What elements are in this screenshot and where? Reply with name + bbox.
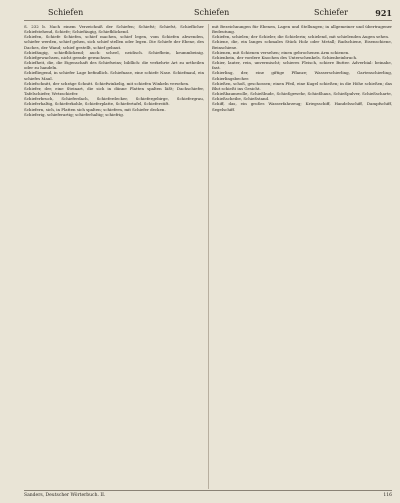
left-text-column [24, 24, 204, 489]
entry-paragraph: Schiene, die, ein langes schmales Stück Holz oder Metall; Radschiene, Eisenschiene, Beinschiene. [212, 39, 392, 50]
entry-paragraph: Schieferig, schieferartig; schieferhaltig; schiefrig. [24, 111, 124, 117]
footer-sheet-number: 116 [383, 493, 392, 498]
entry-paragraph: Schießen, schoß, geschossen; einen Pfeil, eine Kugel schießen; in die Höhe schießen; das Blut schießt ins Gesicht. [212, 80, 392, 91]
page-footer [24, 490, 392, 501]
entry-paragraph: Schiefen, schielen; der Schieler, die Schielerin; schielend, mit schielenden Augen sehen. [212, 34, 390, 40]
right-text-column [212, 24, 392, 489]
entry-paragraph: Schiefliegend, in schiefer Lage befindlich. Schiefnase, eine schiefe Nase. Schiefmaul, ein schiefes Maul. [24, 70, 204, 81]
entry-paragraph: Schiefen, Schiefe Schiefen, schief machen, schief legen, vom Schiefen abwenden, schiefer werden, schief gehen, sich schief stellen oder legen. Die Schiefe der Ebene, des Daches, der Wand; schief gestellt, schief gebaut. [24, 34, 204, 50]
page-number: 921 [375, 8, 392, 18]
entry-paragraph: S. 232 b. Nach einem Verzeichniß der Schiefen; Schiefst; Schiefst, Schieflicher Schiefstehend, Schiefe; Schiefäugig, Schiefblickend. [24, 24, 204, 35]
entry-paragraph: Schiefern, sich, in Platten sich spalten; schiefern, mit Schiefer decken. [24, 106, 166, 112]
entry-paragraph: Schiefschnitt, der schräge Schnitt. Schiefwinkelig, mit schiefen Winkeln versehen. [24, 80, 190, 86]
entry-paragraph: Schienen, mit Schienen versehen; einen gebrochenen Arm schienen. [212, 49, 350, 55]
header-right-word: Schiefer [314, 8, 348, 17]
running-header [24, 6, 392, 21]
entry-paragraph: mit Bezeichnungen für Ebenen, Lagen und Stellungen; in allgemeiner und übertragener Bedeutung. [212, 24, 392, 35]
entry-paragraph: Schieferbruch, Schieferdach, Schieferdecker, Schiefergebirge, Schiefergrau, Schieferhaltig, Schieferkohle, Schieferplatte, Schiefertafel, Schieferstift. [24, 96, 204, 107]
entry-paragraph: Schier, lauter, rein, unvermischt; schieres Fleisch, schiere Butter. Adverbial: beinahe, fast. [212, 60, 392, 71]
header-left-word: Schiefen [48, 8, 84, 17]
entry-paragraph: Schießbaumwolle, Schießbude, Schießgewehr, Schießhaus, Schießpulver, Schießscharte, Schießscheibe, Schießstand. [212, 91, 392, 102]
entry-paragraph: Schiefäugig, schiefblickend; auch: scheel, neidisch. Schiefbein, krummbeinig. Schiefgewachsen, nicht gerade gewachsen. [24, 49, 204, 60]
entry-paragraph: Schienbein, der vordere Knochen des Unterschenkels. Schienbeinbruch. [212, 54, 358, 60]
header-middle-word: Schiefen [194, 8, 230, 17]
entry-paragraph: Schiefer, der, eine Steinart, die sich in dünne Platten spalten läßt; Dachschiefer, Tafelschiefer, Wetzschiefer. [24, 85, 204, 97]
footer-signature: Sanders, Deutscher Wörterbuch. II. [24, 493, 106, 498]
entry-paragraph: Schiefheit, die, die Eigenschaft des Schiefseins; bildlich: die verkehrte Art zu urtheilen oder zu handeln. [24, 60, 204, 71]
entry-paragraph: Schiff, das, ein großes Wasserfahrzeug; Kriegsschiff, Handelsschiff, Dampfschiff, Segelschiff. [212, 101, 392, 112]
column-divider [208, 24, 209, 489]
entry-paragraph: Schierling, der, eine giftige Pflanze; Wasserschierling, Gartenschierling, Schierlingsbecher. [212, 70, 392, 81]
